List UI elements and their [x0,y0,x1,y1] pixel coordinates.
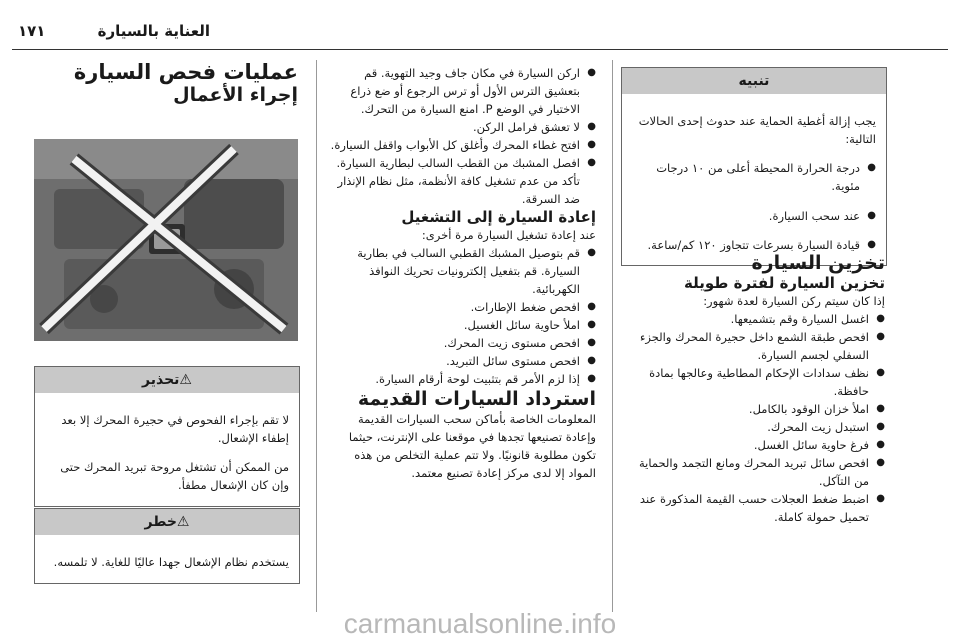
list-item: ● نظف سدادات الإحكام المطاطية وعالجها بمادة حافظة. [621,364,885,400]
page-header [0,0,960,52]
notice-box [621,67,887,266]
watermark: carmanualsonline.info [343,608,617,639]
list-item: ● إذا لزم الأمر قم بتثبيت لوحة أرقام السيارة. [326,370,596,388]
list-item: ● افصل المشبك من القطب السالب لبطارية السيارة. تأكد من عدم تشغيل كافة الأنظمة، مثل نظام الإنذار ضد السرقة. [326,154,596,208]
middle-column [326,64,596,482]
list-item: ● استبدل زيت المحرك. [621,418,885,436]
long-storage-intro: إذا كان سيتم ركن السيارة لعدة شهور: [703,294,885,308]
work-heading: إجراء الأعمال [173,84,298,106]
notice-title: تنبيه [622,68,886,94]
list-item: ● اركن السيارة في مكان جاف وجيد التهوية. قم بتعشيق الترس الأول أو ترس الرجوع أو ضع ذراع الاختيار في الوضع P. امنع السيارة من التحرك. [326,64,596,118]
column-divider-right [612,60,613,612]
recommission-heading: إعادة السيارة إلى التشغيل [401,208,596,226]
warning-text: من الممكن أن تشتغل مروحة تبريد المحرك حتى وإن كان الإشعال مطفأ. [60,460,289,492]
list-item: ● افتح غطاء المحرك وأغلق كل الأبواب واقفل السيارة. [326,136,596,154]
warning-title: ⚠تحذير [35,367,299,393]
list-item: ● افحص مستوى سائل التبريد. [326,352,596,370]
column-divider-left [316,60,317,612]
end-of-life-text: المعلومات الخاصة بأماكن سحب السيارات القديمة وإعادة تصنيعها تجدها في موقعنا على الإنترنت، حيثما تكون مطلوبة قانونيًا. ولا تتم عملية التخلص من هذه المواد إلا لدى مركز إعادة تصنيع معتمد. [348,412,596,480]
list-item: ● املأ حاوية سائل الغسيل. [326,316,596,334]
list-item: ● افحص طبقة الشمع داخل حجيرة المحرك والجزء السفلي لجسم السيارة. [621,328,885,364]
notice-item: ● قيادة السيارة بسرعات تتجاوز ١٢٠ كم/ساعة. [632,236,876,254]
list-item: ● قم بتوصيل المشبك القطبي السالب في بطارية السيارة. قم بتفعيل إلكترونيات تحريك النوافذ الكهربائية. [326,244,596,298]
list-item: ● افحص مستوى زيت المحرك. [326,334,596,352]
engine-bay-photo [34,139,298,341]
danger-text: يستخدم نظام الإشعال جهدا عاليًا للغاية. لا تلمسه. [53,554,289,569]
list-item: ● اغسل السيارة وقم بتشميعها. [621,310,885,328]
notice-intro: يجب إزالة أغطية الحماية عند حدوث إحدى الحالات التالية: [638,113,876,146]
left-column-headings [34,60,298,106]
danger-box [34,508,300,584]
list-item: ● فرغ حاوية سائل الغسل. [621,436,885,454]
list-item: ● اضبط ضغط العجلات حسب القيمة المذكورة عند تحميل حمولة كاملة. [621,490,885,526]
warning-box [34,366,300,507]
list-item: ● افحص ضغط الإطارات. [326,298,596,316]
storage-heading: تخزين السيارة [751,252,885,274]
notice-item: ● عند سحب السيارة. [632,207,876,225]
header-divider [12,49,948,50]
list-item: ● املأ خزان الوقود بالكامل. [621,400,885,418]
list-item: ● لا تعشق فرامل الركن. [326,118,596,136]
notice-item: ● درجة الحرارة المحيطة أعلى من ١٠ درجات مئوية. [632,159,876,195]
warning-text: لا تقم بإجراء الفحوص في حجيرة المحرك إلا بعد إطفاء الإشعال. [61,412,289,445]
danger-title: ⚠خطر [35,509,299,535]
recommission-intro: عند إعادة تشغيل السيارة مرة أخرى: [421,228,596,242]
list-item: ● افحص سائل تبريد المحرك ومانع التجمد والحماية من التآكل. [621,454,885,490]
engine-bay-illustration [34,139,298,341]
header-title: العناية بالسيارة [97,22,210,40]
page-number: ١٧١ [18,22,46,40]
checks-heading: عمليات فحص السيارة [73,60,298,84]
storage-section [621,252,885,526]
long-storage-heading: تخزين السيارة لفترة طويلة [684,274,885,292]
end-of-life-heading: استرداد السيارات القديمة [357,388,596,410]
